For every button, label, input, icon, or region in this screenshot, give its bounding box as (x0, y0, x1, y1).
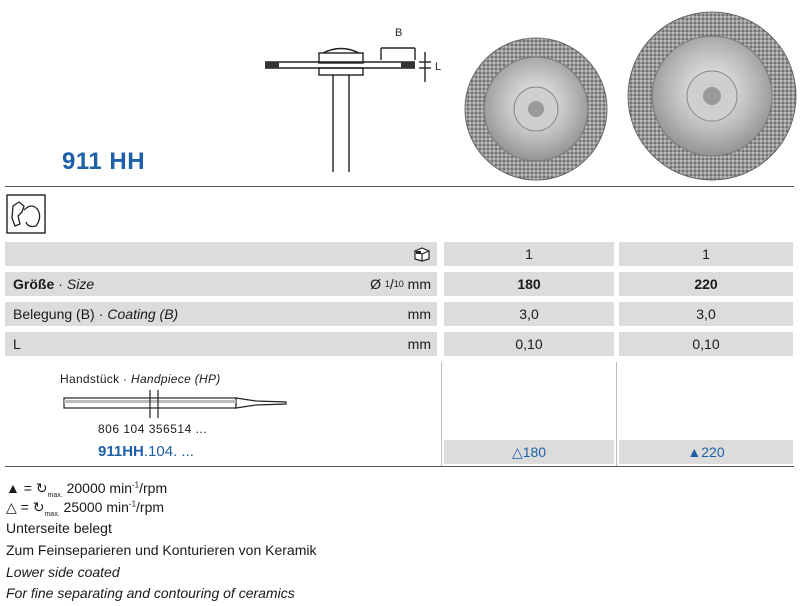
legend-solid-max: max. (47, 491, 63, 499)
column-divider-1 (441, 362, 442, 466)
package-value-220: 1 (619, 242, 793, 266)
ceramic-material-icon (6, 194, 46, 234)
handpiece-label-en: Handpiece (HP) (130, 372, 221, 386)
size-label-en: Size (66, 276, 95, 292)
legend-solid-exp: -1 (132, 480, 140, 490)
diameter-symbol: Ø (370, 276, 381, 292)
fraction-num: 1 (384, 279, 390, 289)
legend-hollow-speed: 25000 min (63, 499, 129, 515)
size-value-220: 220 (619, 272, 793, 296)
legend-hollow-max: max. (44, 510, 60, 518)
legend-hollow-symbol: △ = (6, 499, 29, 515)
disc-profile-diagram (255, 20, 445, 180)
coating-right (401, 62, 415, 68)
legend-hollow (6, 499, 164, 518)
column-divider-2 (616, 362, 617, 466)
row-package (5, 242, 794, 266)
row-l (5, 332, 794, 356)
legend-hollow-unit: /rpm (136, 499, 165, 515)
size-unit: Ø 1 / 10 mm (370, 276, 431, 292)
coating-unit: mm (407, 306, 431, 322)
order-code-bold: 911HH (98, 443, 144, 460)
disc-180-image (463, 36, 609, 182)
disc-220-image (626, 10, 798, 182)
size-label-de: Größe (13, 276, 55, 292)
coating-label-en: Coating (B) (107, 306, 179, 322)
note-en-2: For fine separating and contouring of ceramics (6, 585, 295, 601)
l-label: L (13, 336, 21, 352)
handpiece-label: Handstück · Handpiece (HP) (60, 372, 221, 386)
label-l: L (435, 61, 442, 73)
l-value-180: 0,10 (444, 332, 614, 356)
bottom-divider (5, 466, 794, 467)
row-size: Größe · Size Ø 1 / 10 mm 180 220 (5, 272, 794, 296)
fraction-den: 10 (393, 279, 404, 289)
row-coating: Belegung (B) · Coating (B) mm 3,0 3,0 (5, 302, 794, 326)
coating-left (265, 62, 279, 68)
note-de-2: Zum Feinseparieren und Konturieren von Keramik (6, 542, 317, 558)
rpm-icon: ↻ (32, 499, 45, 515)
legend-solid (6, 480, 167, 499)
note-en-1: Lower side coated (6, 564, 120, 580)
package-value-180: 1 (444, 242, 614, 266)
top-divider (5, 186, 794, 187)
coating-value-180: 3,0 (444, 302, 614, 326)
legend-solid-unit: /rpm (139, 480, 168, 496)
rpm-icon: ↻ (35, 480, 48, 496)
label-b: B (395, 27, 403, 39)
order-code (98, 443, 194, 460)
package-icon (413, 246, 431, 262)
note-de-1: Unterseite belegt (6, 520, 112, 536)
coating-value-220: 3,0 (619, 302, 793, 326)
size-unit-text: mm (407, 276, 431, 292)
legend-hollow-exp: -1 (128, 499, 137, 509)
l-unit: mm (407, 336, 431, 352)
order-variant-180: △180 (444, 440, 614, 464)
l-value-220: 0,10 (619, 332, 793, 356)
handpiece-shank-diagram (60, 388, 292, 420)
handpiece-ref: 806 104 356514 ... (98, 422, 208, 436)
legend-solid-symbol: ▲ = (6, 480, 32, 496)
handpiece-label-de: Handstück (60, 372, 120, 386)
order-variant-220: ▲220 (619, 440, 793, 464)
size-value-180: 180 (444, 272, 614, 296)
order-code-rest: .104. ... (143, 443, 194, 460)
coating-label-de: Belegung (B) (13, 306, 95, 322)
legend-solid-speed: 20000 min (66, 480, 132, 496)
product-title: 911 HH (62, 148, 146, 175)
